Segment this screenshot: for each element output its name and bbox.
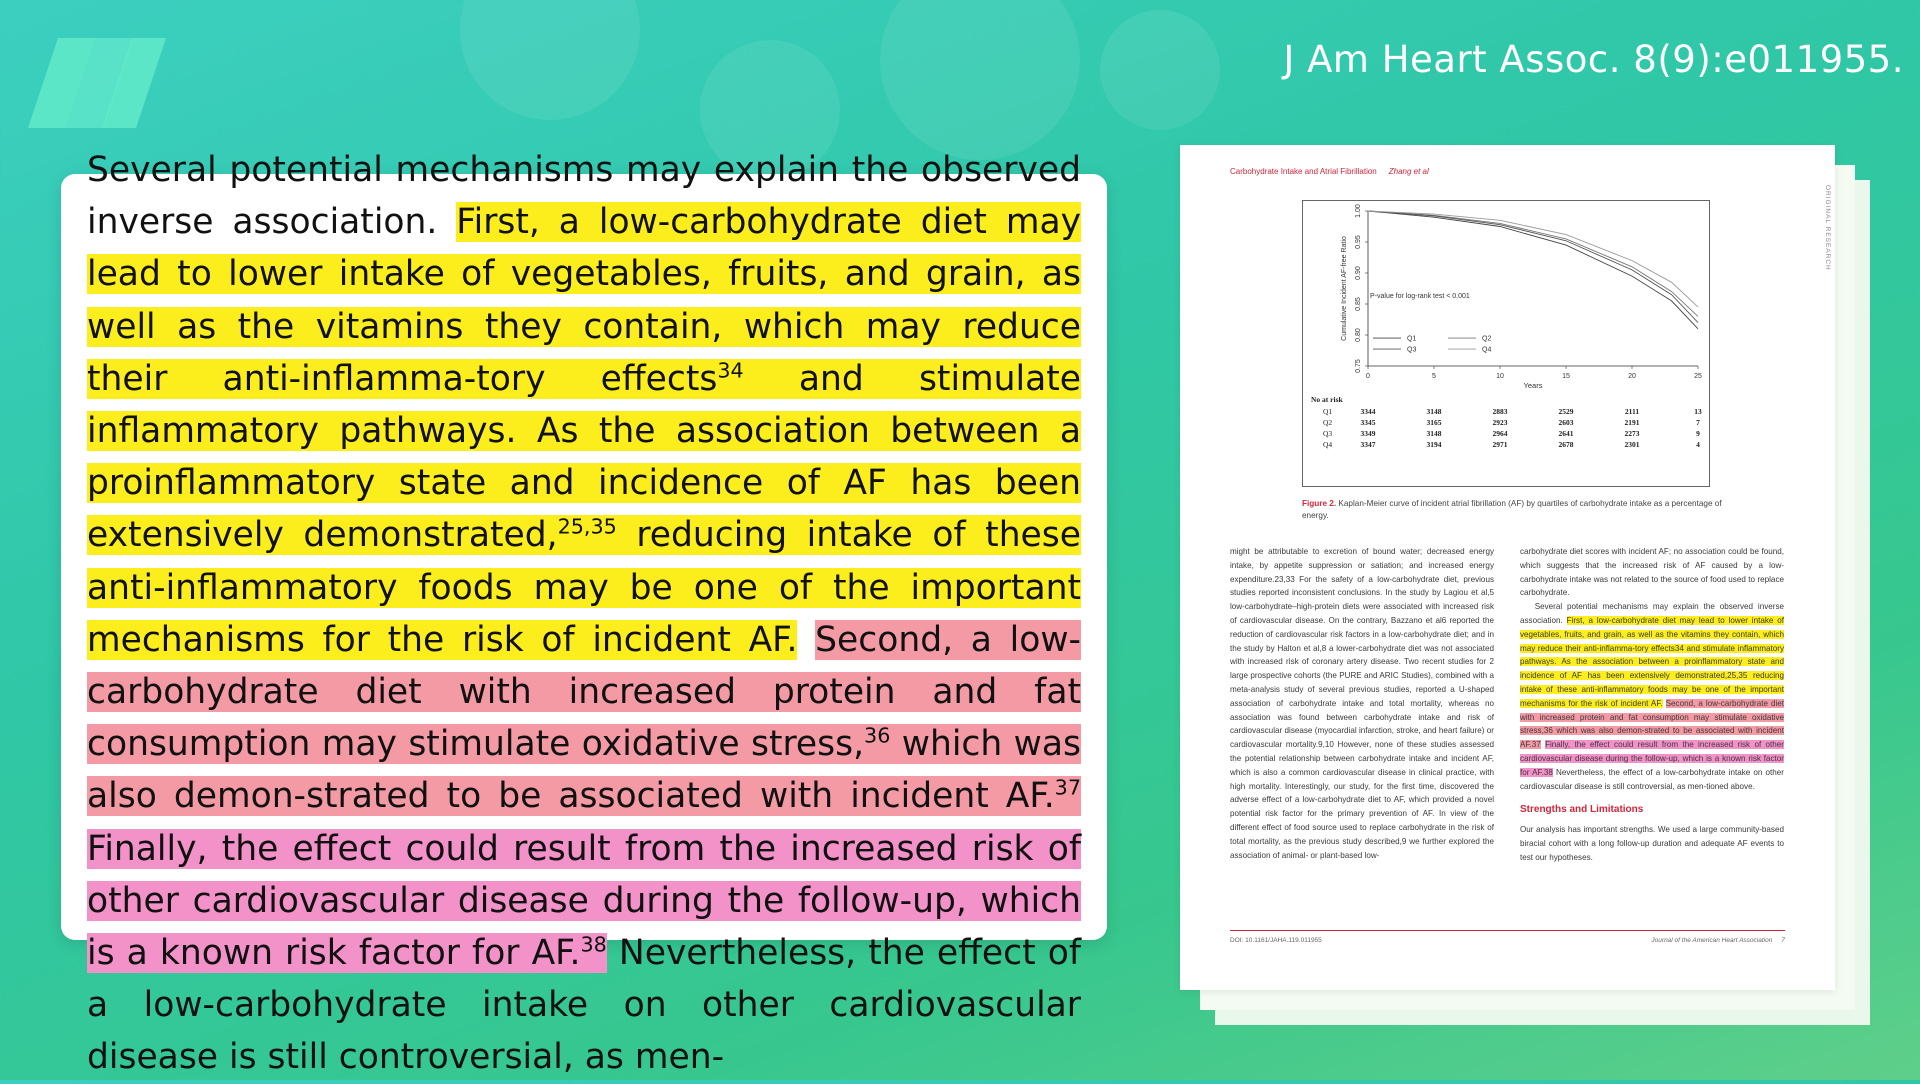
x-tick-label: 20 [1628,373,1636,380]
footer-journal: Journal of the American Heart Association 7 [1651,937,1785,944]
risk-table-cell: 3165 [1426,418,1442,427]
y-tick-label: 0.90 [1355,266,1362,280]
risk-table-cell: 13 [1694,407,1702,416]
risk-table-cell: 2529 [1558,407,1574,416]
risk-table-cell: 2111 [1624,407,1640,416]
series-line-q2 [1368,211,1698,316]
risk-table-cell: 2641 [1558,429,1574,438]
legend-label: Q3 [1407,346,1417,354]
risk-table-cell: 2301 [1624,440,1640,449]
risk-table-row-label: Q1 [1323,407,1333,416]
risk-table-cell: 2273 [1624,429,1640,438]
x-tick-label: 25 [1694,373,1702,380]
highlight-pink: Finally, the effect could result from the increased risk of other cardiovascular disease during the follow-up, which is a known risk factor for AF.$^{38}$ [87,828,1081,974]
zoomed-excerpt [87,144,1081,1084]
highlight-yellow: First, a low-carbohydrate diet may lead to lower intake of vegetables, fruits, and grain, as well as the vitamins they contain, which may reduce their anti-inflamma-tory effects$^{34}$ and stimulate inflammatory pathways. As the association between a proinflammatory state and incidence of AF has been extensively demonstrated,$^{25,35}$ reducing intake of these anti-inflammatory foods may be one of the important mechanisms for the risk of incident AF. [87,202,1082,660]
plain-text: inverse association. [87,202,438,243]
legend-label: Q2 [1482,335,1492,343]
risk-table-cell: 2883 [1492,407,1508,416]
paper-left-column: might be attributable to excretion of bound water; decreased energy intake, by appetite suppression or satiation; and increased energy expenditure.23,33 For the safety of a low-carbohydrate diet, previous studies reported inconsistent conclusions. In the study by Lagiou et al,5 low-carbohydrate–high-protein diets were associated with increased risk of cardiovascular disease. On the contrary, Bazzano et al6 reported the reduction of cardiovascular risk factors in a low-carbohydrate diet; and in the study by Halton et al,8 a lower-carbohydrate diet was not associated with increased risk of coronary artery disease. Two recent studies for 2 large prospective cohorts (the PURE and ARIC Studies), combined with a meta-analysis study of several previous studies, reported a U-shaped association of carbohydrate intake and total mortality, whereas no association was found between carbohydrate intake and risk of cardiovascular disease (myocardial infarction, stroke, and heart failure) or cardiovascular mortality.9,10 However, none of these studies assessed the potential relationship between carbohydrate intake and incident AF, which is also a common cardiovascular disease in clinical practice, with high mortality. Interestingly, our study, for the first time, discovered the adverse effect of a low-carbohydrate diet to AF, which provided a novel potential risk factor for the primary prevention of AF. In view of the different effect of food source used to replace carbohydrate in the risk of total mortality, as the previous study described,9 we further explored the association of animal- or plant-based low- [1230,547,1494,860]
kaplan-meier-figure [1302,200,1710,487]
x-tick-label: 15 [1562,373,1570,380]
y-tick-label: 0.75 [1355,359,1362,373]
x-tick-label: 0 [1366,373,1370,380]
risk-table-cell: 2678 [1558,440,1574,449]
risk-table-cell: 3349 [1360,429,1376,438]
y-axis-label: Cumulative Incident AF-free Ratio [1341,236,1348,341]
highlight-pink: Finally, the effect could result from the increased risk of other cardiovascular disease during the follow-up, which is a known risk factor for AF.38 [1520,740,1784,777]
risk-table-cell: 2191 [1624,418,1640,427]
highlight-yellow: First, a low-carbohydrate diet may lead to lower intake of vegetables, fruits, and grain, as well as the vitamins they contain, which may reduce their anti-inflamma-tory effects34 and stimulate inflammatory pathways. As the association between a proinflammatory state and incidence of AF has been extensively demonstrated,25,35 reducing intake of these anti-inflammatory foods may be one of the important mechanisms for the risk of incident AF. [1520,615,1785,708]
risk-table-cell: 3194 [1426,440,1442,449]
kaplan-meier-chart [1303,201,1709,486]
legend-label: Q4 [1482,346,1492,354]
x-tick-label: 5 [1432,373,1436,380]
citation-text: J Am Heart Assoc. 8(9):e011955. [1283,38,1904,81]
risk-table-cell: 2971 [1492,440,1508,449]
side-label: ORIGINAL RESEARCH [1824,185,1831,271]
risk-table-cell: 4 [1696,440,1700,449]
risk-table-cell: 3344 [1360,407,1376,416]
figure-caption: Figure 2. Kaplan-Meier curve of incident atrial fibrillation (AF) by quartiles of carbohydrate intake as a percentage of energy. [1302,499,1722,520]
risk-table-cell: 3345 [1360,418,1376,427]
legend-label: Q1 [1407,335,1417,343]
clipped-top-line: Several potential mechanisms may explain the observed [87,150,1081,190]
background-bubble [1100,10,1220,130]
nutritionfacts-logo-icon [36,38,166,128]
footer-doi: DOI: 10.1161/JAHA.119.011955 [1230,937,1322,944]
risk-table-cell: 2603 [1558,418,1574,427]
risk-table-title: No at risk [1311,395,1343,404]
paper-page [1180,145,1835,990]
plain-text: Nevertheless, the effect of a low-carbohydrate intake on other cardiovascular disease is still controversial, as men- [87,933,1082,1078]
highlight-red: Second, a low-carbohydrate diet with increased protein and fat consumption may stimulate oxidative stress,$^{36}$ which was also demon-strated to be associated with incident AF.$^{37}$ [87,619,1081,817]
risk-table-cell: 3148 [1426,407,1442,416]
risk-table-cell: 3347 [1360,440,1376,449]
risk-table-cell: 9 [1696,429,1700,438]
risk-table-cell: 7 [1696,418,1700,427]
risk-table-cell: 3148 [1426,429,1442,438]
y-tick-label: 0.80 [1355,328,1362,342]
footer-rule [1230,930,1785,931]
chart-annotation: P-value for log-rank test < 0.001 [1370,292,1470,300]
section-heading: Strengths and Limitations [1520,804,1644,816]
risk-table-row-label: Q2 [1323,418,1333,427]
running-head: Carbohydrate Intake and Atrial Fibrillation Zhang et al [1230,167,1429,176]
zoomed-excerpt-card [61,150,1107,1078]
y-tick-label: 1.00 [1355,204,1362,218]
y-tick-label: 0.95 [1355,235,1362,249]
y-tick-label: 0.85 [1355,297,1362,311]
highlight-red: Second, a low-carbohydrate diet with increased protein and fat consumption may stimulate oxidative stress,36 which was also demon-strated to be associated with incident AF.37 [1520,698,1784,750]
background-bubble [460,0,640,120]
x-axis-label: Years [1523,381,1543,390]
risk-table-row-label: Q4 [1323,440,1333,449]
background-bubble [880,0,1080,160]
x-tick-label: 10 [1496,373,1504,380]
risk-table-row-label: Q3 [1323,429,1333,438]
risk-table-cell: 2964 [1492,429,1508,438]
paper-right-column: carbohydrate diet scores with incident AF; no association could be found, which suggests that the increased risk of AF caused by a low-carbohydrate intake was not related to the source of food used to replace carbohydrate. Several potential mechanisms may explain the observed inverse association. First, a low-carbohydrate diet may lead to lower intake of vegetables, fruits, and grain, as well as the vitamins they contain, which may reduce their anti-inflamma-tory effects34 and stimulate inflammatory pathways. As the association between a proinflammatory state and incidence of AF has been extensively demonstrated,25,35 reducing intake of these anti-inflammatory foods may be one of the important mechanisms for the risk of incident AF. Second, a low-carbohydrate diet with increased protein and fat consumption may stimulate oxidative stress,36 which was also demon-strated to be associated with incident AF.37 Finally, the effect could result from the increased risk of other cardiovascular disease during the follow-up, which is a known risk factor for AF.38 Nevertheless, the effect of a low-carbohydrate intake on other cardiovascular disease is still controversial, as men-tioned above. Strengths and Limitations Our analysis has important strengths. We used a large community-based biracial cohort with a long follow-up duration and adequate AF events to test our hypotheses. [1520,547,1785,862]
risk-table-cell: 2923 [1492,418,1508,427]
